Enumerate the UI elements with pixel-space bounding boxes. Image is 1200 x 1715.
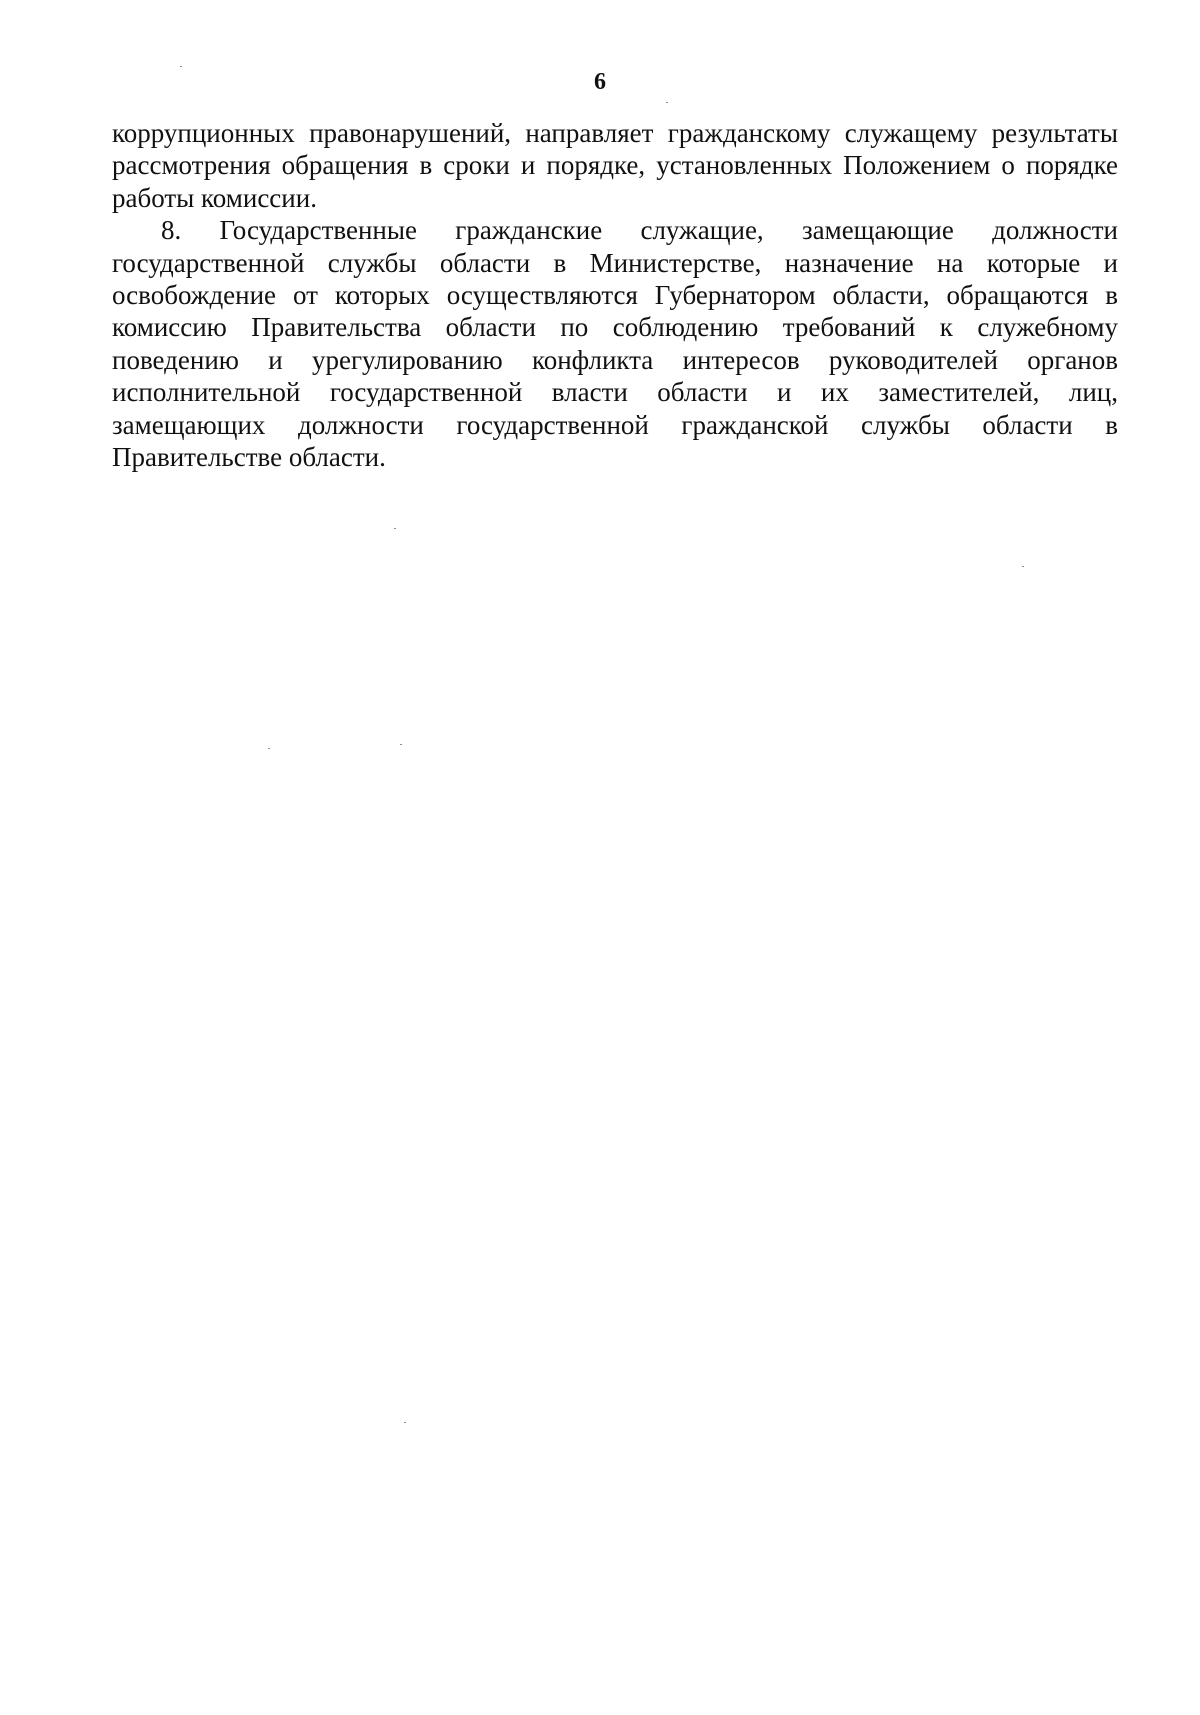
scan-speck (394, 528, 396, 529)
scan-speck (666, 102, 668, 103)
page-number: 6 (594, 69, 606, 95)
paragraph-continuation: коррупционных правонарушений, направляет гражданскому служащему результаты рассмотрения обращения в сроки и порядке, установленных Положением о порядке работы комиссии. (112, 118, 1118, 213)
scan-speck (404, 1422, 406, 1423)
paragraph-item-8: 8. Государственные гражданские служащие, замещающие должности государственной службы области в Министерстве, назначение на которые и освобождение от которых осуществляются Губернатором области, обращаются в комиссию Правительства области по соблюдению требований к служебному поведению и урегулированию конфликта интересов руководителей органов исполнительной государственной власти области и их заместителей, лиц, замещающих должности государственной гражданской службы области в Правительстве области. (112, 215, 1118, 473)
scan-speck (1022, 566, 1024, 567)
scan-speck (268, 748, 270, 749)
scan-speck (400, 744, 402, 745)
document-body (112, 117, 1118, 473)
scan-speck (180, 66, 182, 67)
